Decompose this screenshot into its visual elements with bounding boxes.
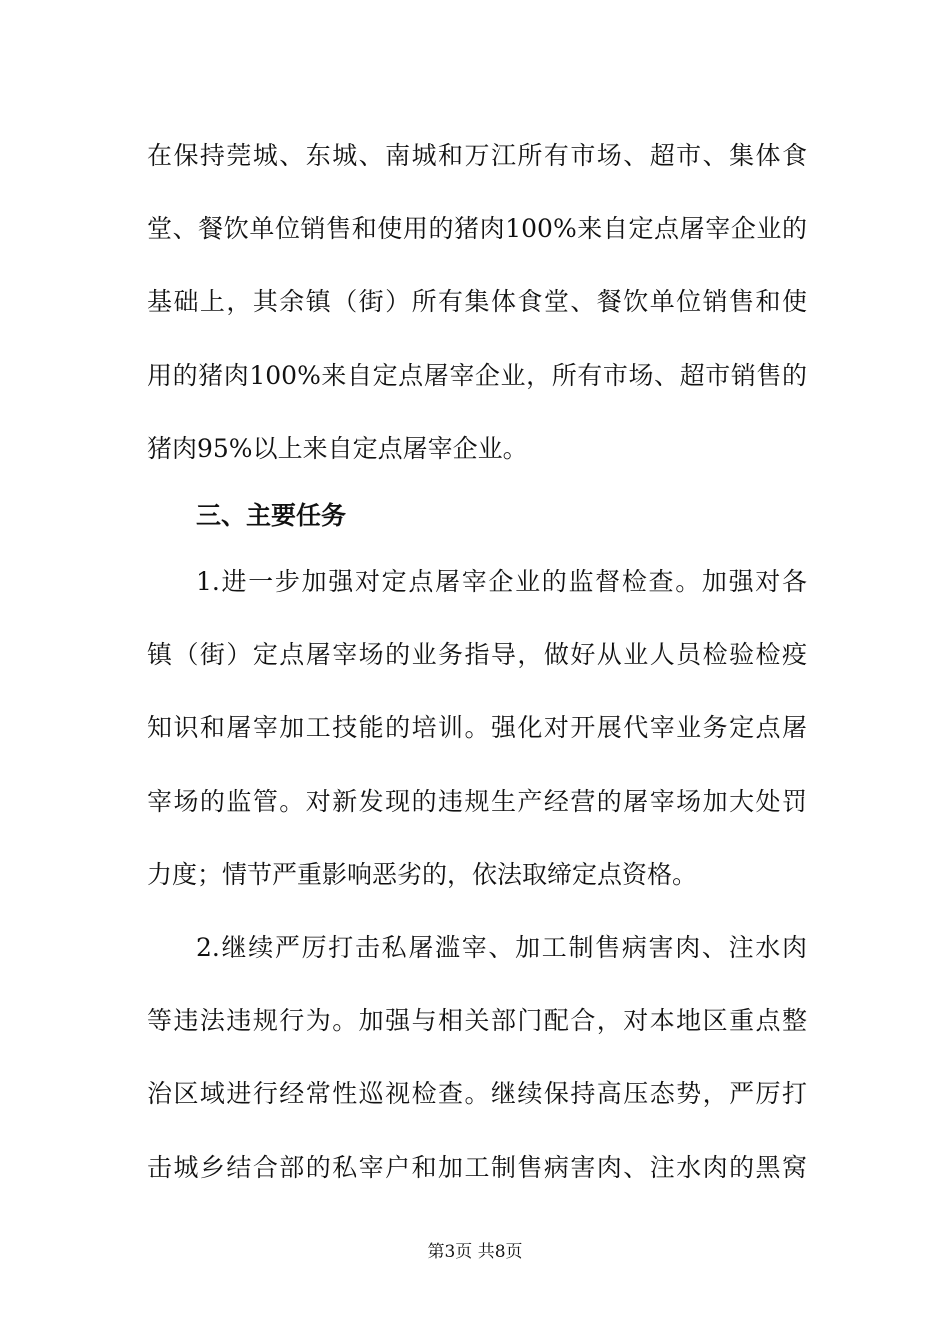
paragraph-line: 用的猪肉100%来自定点屠宰企业，所有市场、超市销售的	[147, 361, 807, 390]
paragraph-line: 镇（街）定点屠宰场的业务指导，做好从业人员检验检疫	[147, 640, 807, 669]
paragraph-line: 击城乡结合部的私宰户和加工制售病害肉、注水肉的黑窝	[147, 1153, 807, 1182]
page-number-footer: 第3页 共8页	[427, 1242, 523, 1262]
section-heading: 三、主要任务	[196, 501, 347, 530]
paragraph-line: 堂、餐饮单位销售和使用的猪肉100%来自定点屠宰企业的	[147, 214, 807, 243]
paragraph-line: 治区域进行经常性巡视检查。继续保持高压态势，严厉打	[147, 1079, 807, 1108]
paragraph-line: 力度；情节严重影响恶劣的，依法取缔定点资格。	[147, 860, 698, 889]
paragraph-line: 在保持莞城、东城、南城和万江所有市场、超市、集体食	[147, 141, 807, 170]
paragraph-line: 猪肉95%以上来自定点屠宰企业。	[147, 434, 528, 463]
paragraph-line: 基础上，其余镇（街）所有集体食堂、餐饮单位销售和使	[147, 287, 807, 316]
paragraph-line: 2.继续严厉打击私屠滥宰、加工制售病害肉、注水肉	[196, 933, 807, 962]
paragraph-line: 宰场的监管。对新发现的违规生产经营的屠宰场加大处罚	[147, 787, 807, 816]
paragraph-line: 等违法违规行为。加强与相关部门配合，对本地区重点整	[147, 1006, 807, 1035]
paragraph-line: 知识和屠宰加工技能的培训。强化对开展代宰业务定点屠	[147, 713, 807, 742]
paragraph-line: 1.进一步加强对定点屠宰企业的监督检查。加强对各	[196, 567, 807, 596]
